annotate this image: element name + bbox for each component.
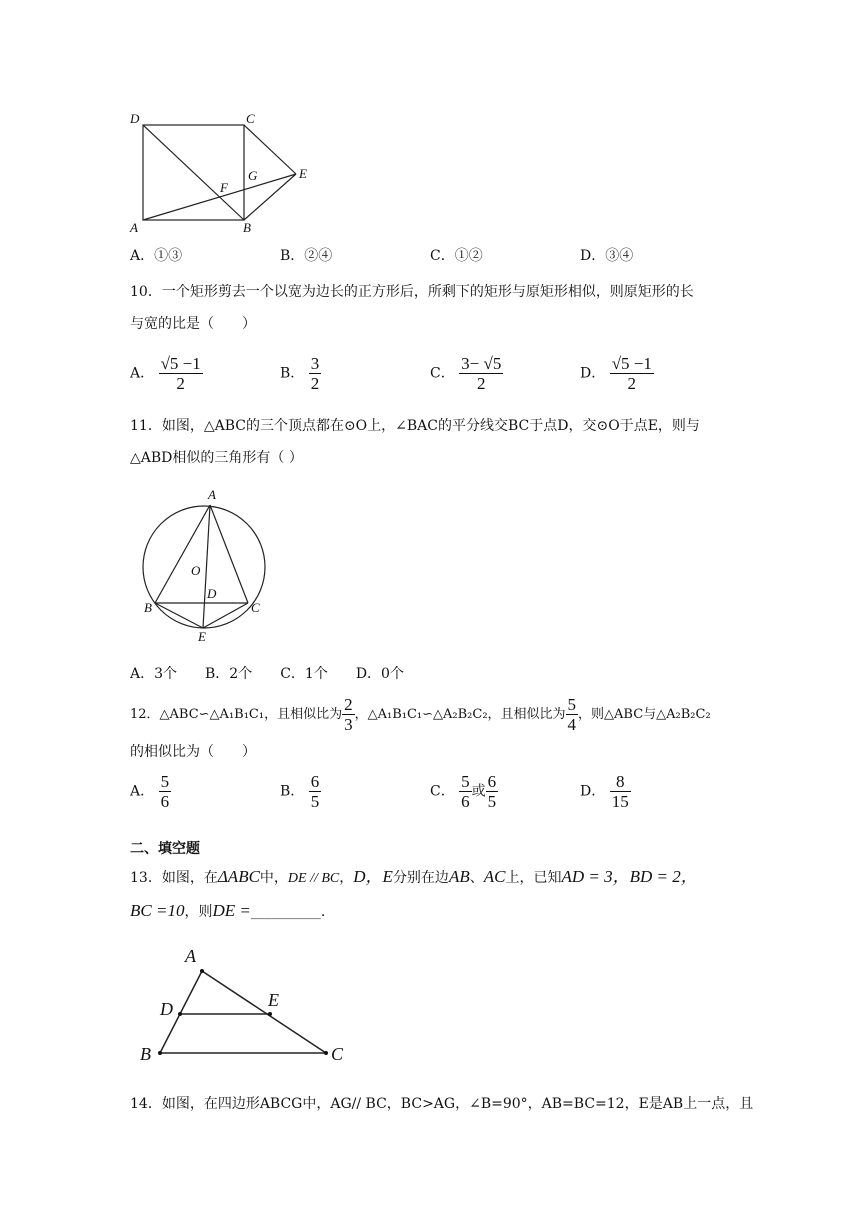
q9-label-D: D	[130, 111, 140, 126]
q12-option-d: D． $\frac{8}{15}$	[580, 772, 629, 811]
q13-answer-blank: __________.	[250, 904, 326, 920]
q10-fraction-b: $\frac{3}{2}$	[310, 354, 320, 393]
q10-option-c: C． $\frac{3- √5}{2}$	[430, 354, 502, 393]
q9-label-G: G	[248, 168, 258, 183]
q13-label-D: D	[160, 999, 173, 1019]
q12-fraction-b: $\frac{6}{5}$	[310, 772, 320, 811]
q12-stem-line1: 12．△ABC∽△A₁B₁C₁，且相似比为 $\frac{2}{3}$ ，△A₁B₁C₁∽△A₂B₂C₂，且相似比为 $\frac{5}{4}$ ，则△ABC与△A₂B₂C₂	[130, 695, 711, 734]
q12-fraction-c2: $\frac{6}{5}$	[487, 772, 497, 811]
q11-label-A: A	[208, 487, 216, 502]
q10-option-d: D． $\frac{√5 -1}{2}$	[580, 354, 652, 393]
q11-options: A．3个 B．2个 C．1个 D．0个	[130, 666, 404, 682]
q9-option-d: D．③④	[580, 248, 634, 264]
q10-stem-line2: 与宽的比是（ ）	[130, 316, 256, 332]
q10-fraction-a: $\frac{√5 -1}{2}$	[160, 354, 201, 393]
q12-fraction-d: $\frac{8}{15}$	[611, 772, 629, 811]
q11-stem-line1: 11．如图，△ABC的三个顶点都在⊙O上，∠BAC的平分线交BC于点D，交⊙O于点E，则与	[130, 418, 700, 434]
q13-label-E: E	[268, 990, 279, 1010]
q11-label-B: B	[144, 600, 152, 615]
q12-option-c: C． $\frac{5}{6}$ 或 $\frac{6}{5}$	[430, 772, 497, 811]
q13-stem-line1: 13．如图，在ΔABC中，DE // BC，D，E分别在边AB、AC上，已知AD = 3，BD = 2，	[130, 867, 698, 886]
q11-figure	[135, 486, 275, 644]
q9-option-b: B．②④	[280, 248, 333, 264]
q9-label-C: C	[246, 111, 255, 126]
section-heading-fill-in: 二、填空题	[130, 841, 200, 857]
q12-ratio-2: $\frac{5}{4}$	[567, 695, 577, 734]
q11-label-C: C	[251, 600, 260, 615]
q9-label-A: A	[130, 220, 138, 235]
q12-stem-line2: 的相似比为（ ）	[130, 744, 256, 760]
q9-label-F: F	[220, 180, 228, 195]
q9-option-c: C．①②	[430, 248, 483, 264]
q10-option-b: B． $\frac{3}{2}$	[280, 354, 320, 393]
q9-label-B: B	[243, 220, 251, 235]
q13-label-B: B	[140, 1044, 151, 1064]
q12-option-a: A． $\frac{5}{6}$	[130, 772, 170, 811]
q9-option-a: A．①③	[130, 248, 183, 264]
q11-stem-line2: △ABD相似的三角形有（ ）	[130, 450, 303, 466]
q9-label-E: E	[299, 166, 307, 181]
q12-ratio-1: $\frac{2}{3}$	[344, 695, 353, 734]
q9-figure	[125, 108, 325, 236]
q11-label-O: O	[191, 563, 201, 578]
q12-fraction-a: $\frac{5}{6}$	[160, 772, 170, 811]
q14-stem-line1: 14．如图，在四边形ABCG中，AG// BC，BC>AG，∠B=90°，AB=BC=12，E是AB上一点，且	[130, 1096, 754, 1112]
q11-label-D: D	[207, 586, 217, 601]
q10-stem-line1: 10．一个矩形剪去一个以宽为边长的正方形后，所剩下的矩形与原矩形相似，则原矩形的长	[130, 284, 694, 300]
q13-figure	[130, 942, 360, 1072]
q10-fraction-d: $\frac{√5 -1}{2}$	[611, 354, 652, 393]
q11-label-E: E	[198, 629, 206, 644]
q13-label-A: A	[185, 946, 196, 966]
q13-label-C: C	[331, 1044, 344, 1064]
q12-option-b: B． $\frac{6}{5}$	[280, 772, 320, 811]
q10-fraction-c: $\frac{3- √5}{2}$	[461, 354, 502, 393]
q12-fraction-c1: $\frac{5}{6}$	[461, 772, 470, 811]
q10-option-a: A． $\frac{√5 -1}{2}$	[130, 354, 201, 393]
q13-stem-line2: BC =10，则DE =__________.	[130, 901, 326, 920]
